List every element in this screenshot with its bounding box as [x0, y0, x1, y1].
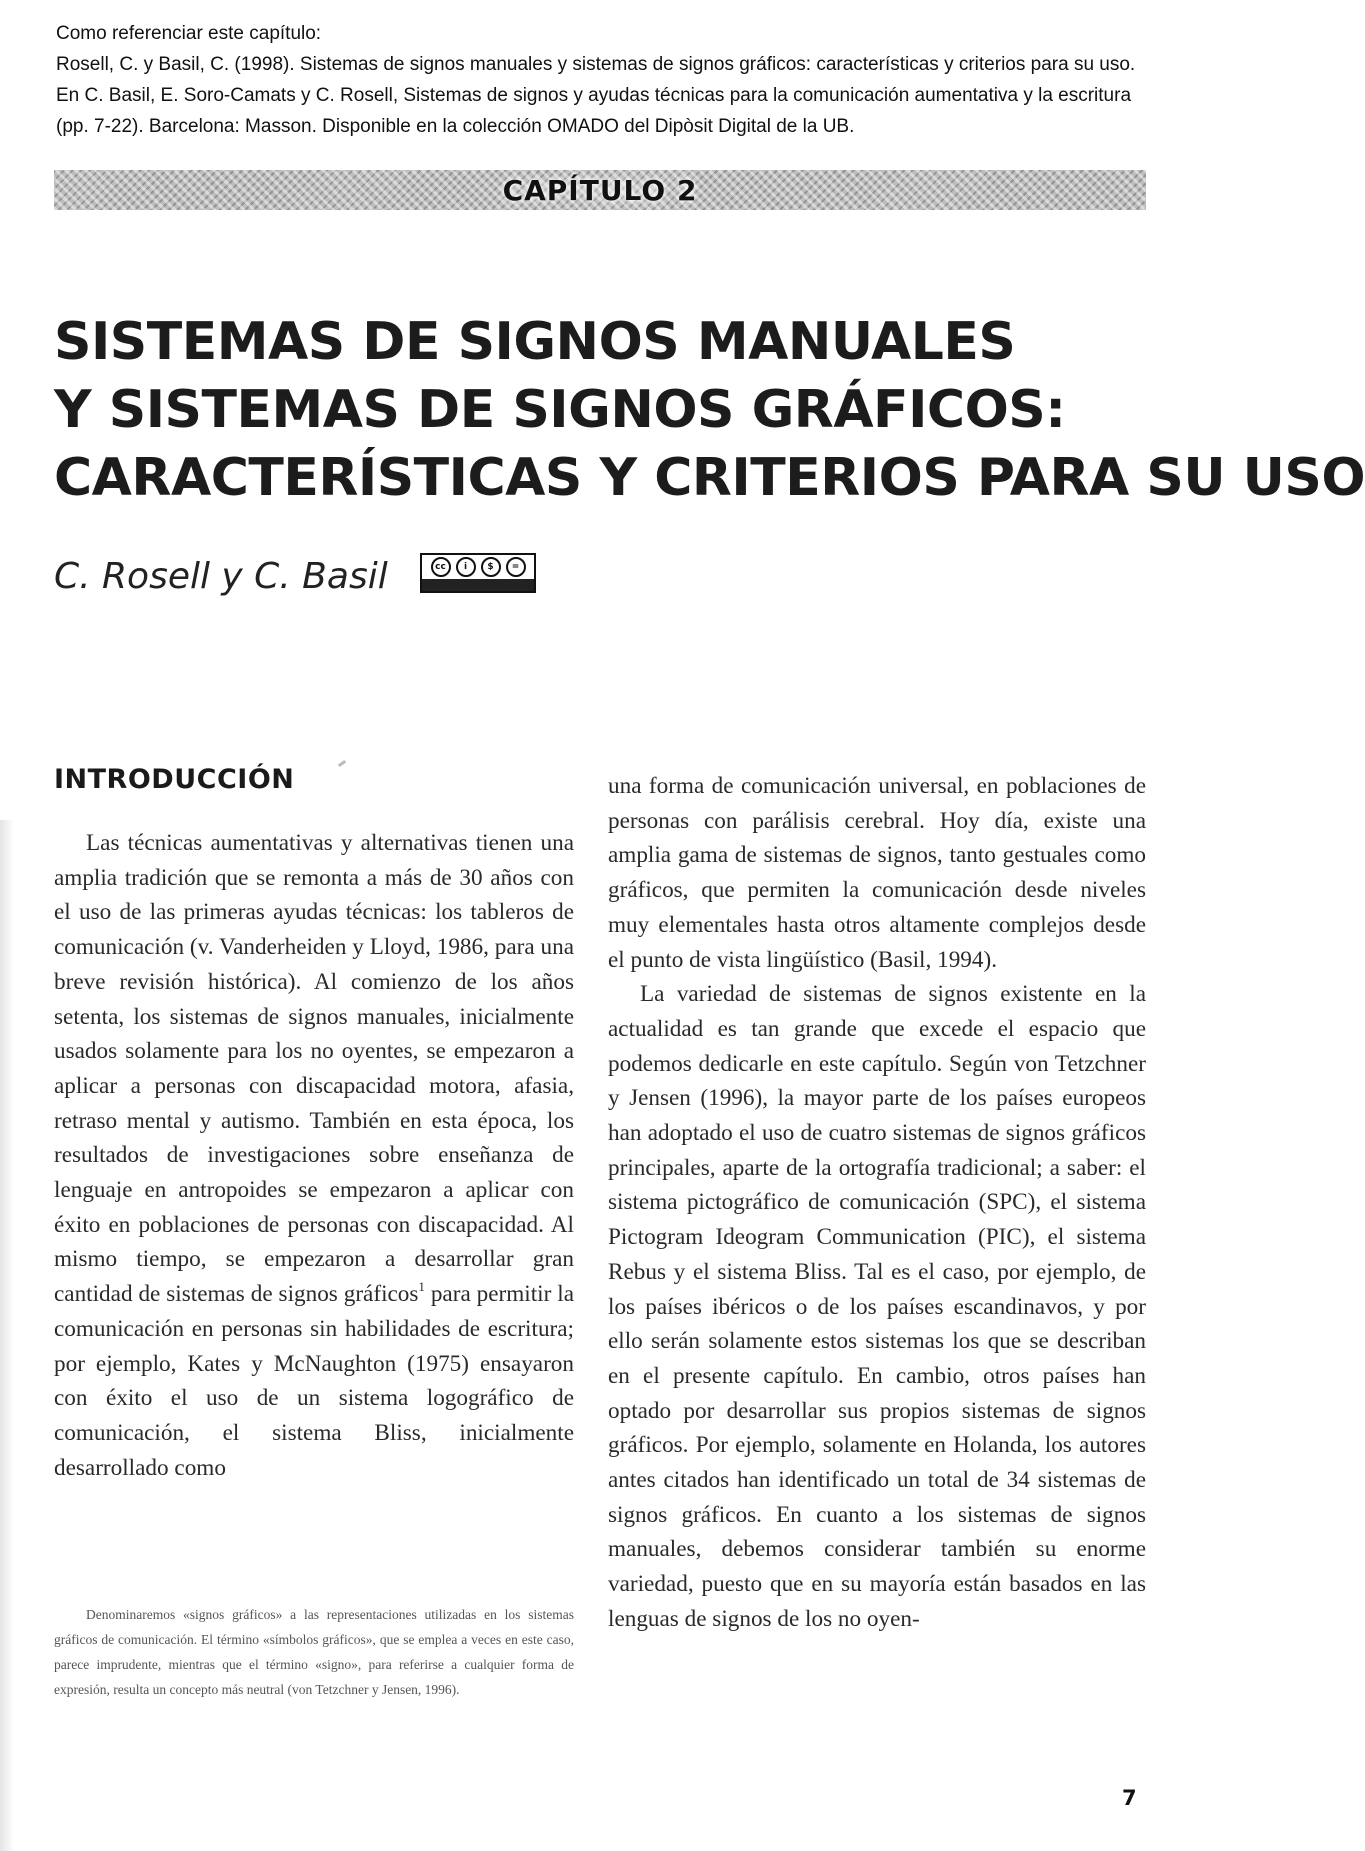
intro-text-part-2: para permitir la comunicación en personas sin habilidades de escritura; por ejemplo, Kates y McNaughton (1975) ensayaron con éxito el uso de un sistema logográfico de comunicación, el sistema Bliss, inicialmente desarrollado como — [54, 1281, 574, 1481]
continuation-paragraph: una forma de comunicación universal, en poblaciones de personas con parálisis cerebral. Hoy día, existe una amplia gama de sistemas de signos, tanto gestuales como gráficos, que permiten la comunicación desde niveles muy elementales hasta otros altamente complejos desde el punto de vista lingüístico (Basil, 1994). — [608, 773, 1146, 973]
footnote: Denominaremos «signos gráficos» a las representaciones utilizadas en los sistemas gráficos de comunicación. El término «símbolos gráficos», que se emplea a veces en este caso, parece imprudente, mientras que el término «signo», para referirse a cualquier forma de expresión, resulta un concepto más neutral (von Tetzchner y Jensen, 1996). — [54, 1607, 574, 1697]
chapter-title — [54, 308, 1365, 512]
creative-commons-license-icon — [420, 553, 536, 593]
scan-edge-shadow — [0, 820, 14, 1851]
title-line-2: Y SISTEMAS DE SIGNOS GRÁFICOS: — [54, 380, 1066, 440]
citation-reference: Rosell, C. y Basil, C. (1998). Sistemas de signos manuales y sistemas de signos gráficos: características y criterios para su uso. En C. Basil, E. Soro-Camats y C. Rosell, Sistemas de signos y ayudas técnicas para la comunicación aumentativa y la escritura (pp. 7-22). Barcelona: Masson. Disponible en la colección OMADO del Dipòsit Digital de la UB. — [56, 54, 1136, 137]
intro-paragraph — [54, 826, 574, 1485]
right-column — [608, 769, 1146, 1637]
scan-speck — [338, 760, 346, 767]
footnote-marker: 1 — [418, 1279, 425, 1295]
citation-intro: Como referenciar este capítulo: — [56, 23, 322, 44]
title-line-1: SISTEMAS DE SIGNOS MANUALES — [54, 312, 1016, 372]
section-heading: INTRODUCCIÓN — [54, 764, 295, 795]
authors: C. Rosell y C. Basil — [54, 556, 388, 597]
page-number: 7 — [1122, 1786, 1137, 1810]
title-line-3: CARACTERÍSTICAS Y CRITERIOS PARA SU USO — [54, 448, 1365, 508]
left-column — [54, 826, 574, 1485]
chapter-banner — [54, 170, 1146, 210]
cc-icon: cc — [431, 557, 451, 577]
attribution-icon: i — [456, 557, 476, 577]
citation-block — [56, 18, 1146, 142]
intro-text-part-1: Las técnicas aumentativas y alternativas tienen una amplia tradición que se remonta a más de 30 años con el uso de las primeras ayudas técnicas: los tableros de comunicación (v. Vanderheiden y Lloyd, 1986, para una breve revisión histórica). Al comienzo de los años setenta, los sistemas de signos manuales, inicialmente usados solamente para los no oyentes, se empezaron a aplicar a personas con discapacidad motora, afasia, retraso mental y autismo. También en esta época, los resultados de investigaciones sobre enseñanza de lenguaje en antropoides se empezaron a aplicar con éxito en poblaciones de personas con discapacidad. Al mismo tiempo, se empezaron a desarrollar gran cantidad de sistemas de signos gráficos — [54, 830, 574, 1308]
chapter-label: CAPÍTULO 2 — [502, 173, 698, 207]
non-commercial-icon: $ — [481, 557, 501, 577]
no-derivatives-icon: = — [506, 557, 526, 577]
variety-paragraph: La variedad de sistemas de signos existente en la actualidad es tan grande que excede el espacio que podemos dedicarle en este capítulo. Según von Tetzchner y Jensen (1996), la mayor parte de los países europeos han adoptado el uso de cuatro sistemas de signos gráficos principales, aparte de la ortografía tradicional; a saber: el sistema pictográfico de comunicación (SPC), el sistema Pictogram Ideogram Communication (PIC), el sistema Rebus y el sistema Bliss. Tal es el caso, por ejemplo, de los países ibéricos o de los países escandinavos, y por ello serán solamente estos sistemas los que se describan en el presente capítulo. En cambio, otros países han optado por desarrollar sus propios sistemas de signos gráficos. Por ejemplo, solamente en Holanda, los autores antes citados han identificado un total de 34 sistemas de signos gráficos. En cuanto a los sistemas de signos manuales, debemos considerar también su enorme variedad, puesto que en su mayoría están basados en las lenguas de signos de los no oyen- — [608, 981, 1146, 1632]
